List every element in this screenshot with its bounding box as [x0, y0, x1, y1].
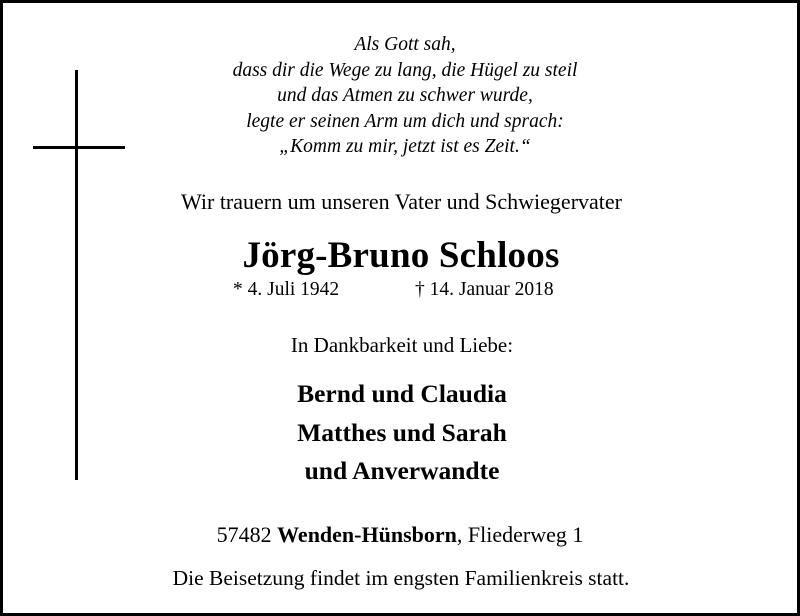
burial-notice: Die Beisetzung findet im engsten Familienkreis statt. [172, 566, 630, 590]
poem-line: und das Atmen zu schwer wurde, [277, 85, 533, 106]
address [3, 522, 797, 548]
life-dates [3, 279, 797, 305]
poem [3, 32, 797, 160]
death-date: † 14. Januar 2018 [415, 279, 554, 300]
street-address: , Fliederweg 1 [456, 522, 584, 547]
poem-line: dass dir die Wege zu lang, die Hügel zu steil [232, 59, 578, 81]
gratitude-text: In Dankbarkeit und Liebe: [290, 333, 514, 357]
survivor-name: Bernd und Claudia [297, 379, 507, 408]
poem-line: Als Gott sah, [354, 34, 456, 55]
postal-code: 57482 [216, 522, 272, 547]
birth-date: * 4. Juli 1942 [233, 279, 340, 300]
deceased-name: Jörg-Bruno Schloos [242, 235, 560, 276]
survivor-name: und Anverwandte [304, 456, 500, 485]
mourning-text: Wir trauern um unseren Vater und Schwiegervater [181, 189, 622, 214]
poem-line: legte er seinen Arm um dich und sprach: [246, 110, 564, 132]
survivor-name: Matthes und Sarah [297, 417, 507, 447]
town-name: Wenden-Hünsborn [277, 522, 457, 547]
poem-line: „Komm zu mir, jetzt ist es Zeit.“ [279, 136, 531, 157]
survivors-list [3, 375, 797, 491]
